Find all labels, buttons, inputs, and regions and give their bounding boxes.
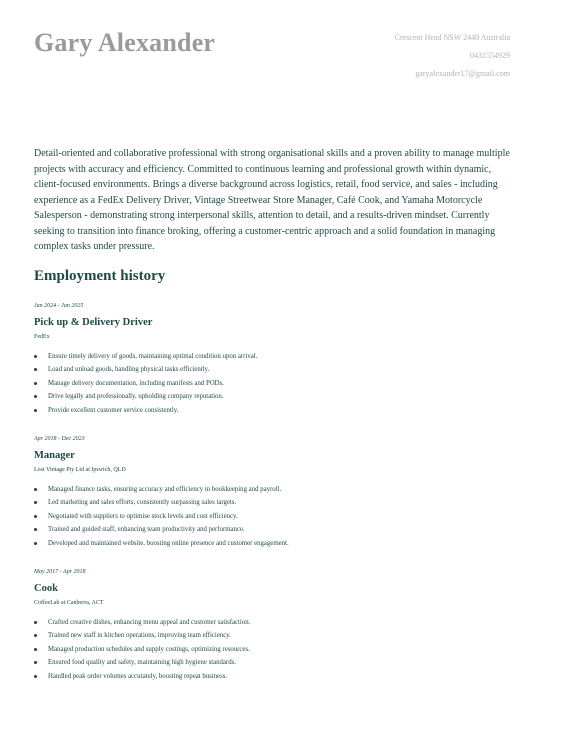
job-bullet bbox=[34, 643, 514, 656]
bullet-dot-icon bbox=[34, 661, 37, 664]
job-bullet-text: Drive legally and professionally, upholding company reputation. bbox=[48, 393, 224, 401]
bullet-dot-icon bbox=[34, 515, 37, 518]
bullet-dot-icon bbox=[34, 395, 37, 398]
job-bullet-text: Ensured food quality and safety, maintaining high hygiene standards. bbox=[48, 659, 236, 667]
job-bullet-text: Load and unload goods, handling physical tasks efficiently. bbox=[48, 366, 210, 374]
job-bullet-text: Led marketing and sales efforts, consistently surpassing sales targets. bbox=[48, 499, 237, 507]
job-bullet-text: Trained and guided staff, enhancing team productivity and performance. bbox=[48, 526, 245, 534]
employment-history-heading: Employment history bbox=[34, 268, 166, 284]
candidate-name: Gary Alexander bbox=[34, 28, 216, 57]
bullet-dot-icon bbox=[34, 648, 37, 651]
job-bullet bbox=[34, 670, 514, 683]
job-bullet-text: Managed finance tasks, ensuring accuracy and efficiency in bookkeeping and payroll. bbox=[48, 486, 282, 493]
job-bullet bbox=[34, 404, 514, 417]
job-bullet-text: Developed and maintained website, boosting online presence and customer engagement. bbox=[48, 539, 289, 547]
job-bullet-list bbox=[34, 350, 514, 417]
bullet-dot-icon bbox=[34, 488, 37, 491]
job-bullet bbox=[34, 363, 514, 376]
bullet-dot-icon bbox=[34, 542, 37, 545]
job-bullet bbox=[34, 390, 514, 403]
job-company: Lost Vintage Pty Ltd at Ipswich, QLD bbox=[34, 467, 126, 473]
job-bullet-text: Trained new staff in kitchen operations, improving team efficiency. bbox=[48, 632, 231, 640]
job-bullet bbox=[34, 629, 514, 642]
job-bullet-text: Ensure timely delivery of goods, maintaining optimal condition upon arrival. bbox=[48, 353, 258, 360]
bullet-dot-icon bbox=[34, 355, 37, 358]
job-bullet bbox=[34, 523, 514, 536]
job-dates: Apr 2018 - Dec 2023 bbox=[34, 436, 85, 442]
job-bullet bbox=[34, 510, 514, 523]
job-bullet-text: Provide excellent customer service consistently. bbox=[48, 406, 179, 414]
job-bullet bbox=[34, 483, 514, 496]
job-bullet bbox=[34, 616, 514, 629]
contact-email[interactable]: garyalexander17@gmail.com bbox=[415, 69, 510, 78]
job-title: Pick up & Delivery Driver bbox=[34, 317, 153, 328]
job-title: Cook bbox=[34, 583, 58, 594]
job-bullet-text: Negotiated with suppliers to optimise stock levels and cost efficiency. bbox=[48, 512, 238, 520]
job-bullet bbox=[34, 496, 514, 509]
bullet-dot-icon bbox=[34, 368, 37, 371]
bullet-dot-icon bbox=[34, 409, 37, 412]
job-bullet-list bbox=[34, 616, 514, 683]
bullet-dot-icon bbox=[34, 528, 37, 531]
job-bullet bbox=[34, 656, 514, 669]
job-bullet-text: Handled peak order volumes accurately, boosting repeat business. bbox=[48, 672, 228, 680]
job-bullet bbox=[34, 537, 514, 550]
bullet-dot-icon bbox=[34, 501, 37, 504]
job-bullet-list bbox=[34, 483, 514, 550]
job-bullet-text: Manage delivery documentation, including manifests and PODs. bbox=[48, 379, 224, 387]
job-entry bbox=[34, 568, 514, 683]
job-bullet bbox=[34, 377, 514, 390]
contact-block bbox=[395, 29, 510, 83]
bullet-dot-icon bbox=[34, 675, 37, 678]
contact-address: Crescent Head NSW 2440 Australia bbox=[394, 33, 510, 42]
profile-summary: Detail-oriented and collaborative professional with strong organisational skills and a proven ability to manage multiple projects with accuracy and efficiency. Committed to continuous learning and professional growth within dynamic, client-focused environments. Brings a diverse background across logistics, retail, food service, and sales - including experience as a FedEx Delivery Driver, Vintage Streetwear Store Manager, Café Cook, and Yamaha Motorcycle Salesperson - demonstrating strong interpersonal skills, attention to detail, and a results-driven mindset. Currently seeking to transition into finance broking, offering a customer-centric approach and a solid foundation in managing complex tasks under pressure. bbox=[34, 148, 510, 252]
job-bullet bbox=[34, 350, 514, 363]
bullet-dot-icon bbox=[34, 634, 37, 637]
job-dates: Jan 2024 - Jan 2025 bbox=[34, 303, 84, 309]
bullet-dot-icon bbox=[34, 382, 37, 385]
job-entry bbox=[34, 302, 514, 417]
job-company: CoffeeLab at Canberra, ACT bbox=[34, 600, 104, 606]
bullet-dot-icon bbox=[34, 621, 37, 624]
contact-phone: 0431554929 bbox=[470, 51, 510, 60]
job-bullet-text: Crafted creative dishes, enhancing menu appeal and customer satisfaction. bbox=[48, 619, 251, 626]
job-title: Manager bbox=[34, 450, 75, 461]
job-dates: May 2017 - Apr 2018 bbox=[34, 569, 86, 575]
job-company: FedEx bbox=[34, 334, 50, 340]
job-bullet-text: Managed production schedules and supply costings, optimizing resources. bbox=[48, 645, 250, 653]
job-entry bbox=[34, 435, 514, 550]
